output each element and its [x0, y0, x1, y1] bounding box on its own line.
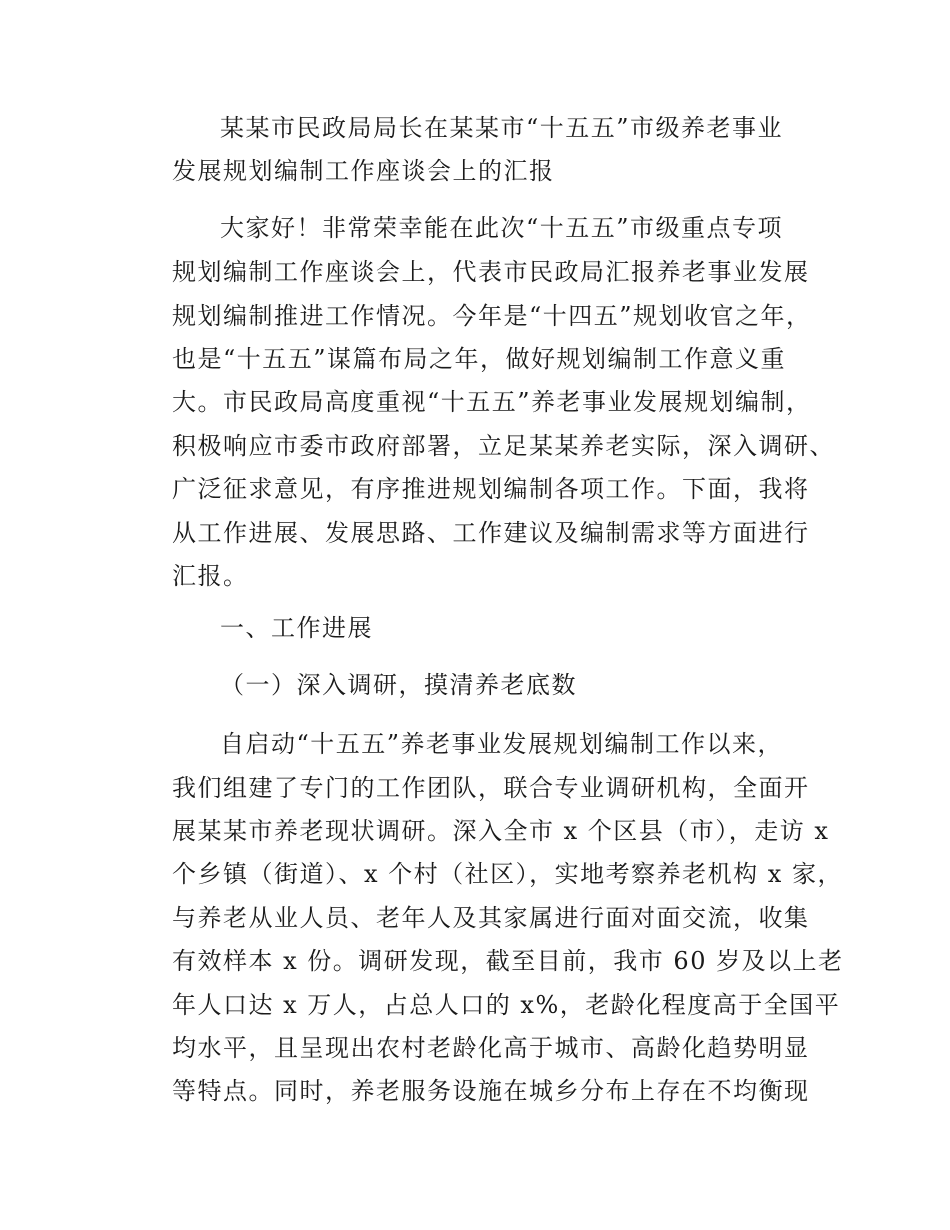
- body-line: 等特点。同时，养老服务设施在城乡分布上存在不均衡现: [172, 1077, 810, 1105]
- body-line: 自启动“十五五”养老事业发展规划编制工作以来，: [220, 730, 784, 758]
- body-line: 我们组建了专门的工作团队，联合专业调研机构，全面开: [172, 774, 810, 802]
- intro-line: 大。市民政局高度重视“十五五”养老事业发展规划编制，: [172, 388, 812, 416]
- intro-line: 广泛征求意见，有序推进规划编制各项工作。下面，我将: [172, 475, 810, 503]
- body-line: 与养老从业人员、老年人及其家属进行面对面交流，收集: [172, 904, 810, 932]
- document-title-line-1: 某某市民政局局长在某某市“十五五”市级养老事业: [220, 114, 784, 142]
- intro-line: 积极响应市委市政府部署，立足某某养老实际，深入调研、: [172, 432, 835, 460]
- subsection-heading: （一）深入调研，摸清养老底数: [220, 671, 577, 699]
- intro-line: 从工作进展、发展思路、工作建议及编制需求等方面进行: [172, 519, 810, 547]
- intro-line: 规划编制推进工作情况。今年是“十四五”规划收官之年，: [172, 302, 812, 330]
- intro-line: 汇报。: [172, 562, 249, 590]
- intro-line: 也是“十五五”谋篇布局之年，做好规划编制工作意义重: [172, 345, 787, 373]
- body-line: 个乡镇（街道）、x 个村（社区），实地考察养老机构 x 家，: [172, 860, 843, 888]
- intro-line: 规划编制工作座谈会上，代表市民政局汇报养老事业发展: [172, 258, 810, 286]
- intro-line: 大家好！非常荣幸能在此次“十五五”市级重点专项: [220, 214, 784, 242]
- document-title-line-2: 发展规划编制工作座谈会上的汇报: [172, 157, 555, 185]
- body-line: 展某某市养老现状调研。深入全市 x 个区县（市），走访 x: [172, 817, 830, 845]
- body-line: 均水平，且呈现出农村老龄化高于城市、高龄化趋势明显: [172, 1034, 810, 1062]
- body-line: 年人口达 x 万人，占总人口的 x%，老龄化程度高于全国平: [172, 991, 841, 1019]
- body-line: 有效样本 x 份。调研发现，截至目前，我市 60 岁及以上老: [172, 947, 844, 975]
- section-heading: 一、工作进展: [220, 614, 373, 642]
